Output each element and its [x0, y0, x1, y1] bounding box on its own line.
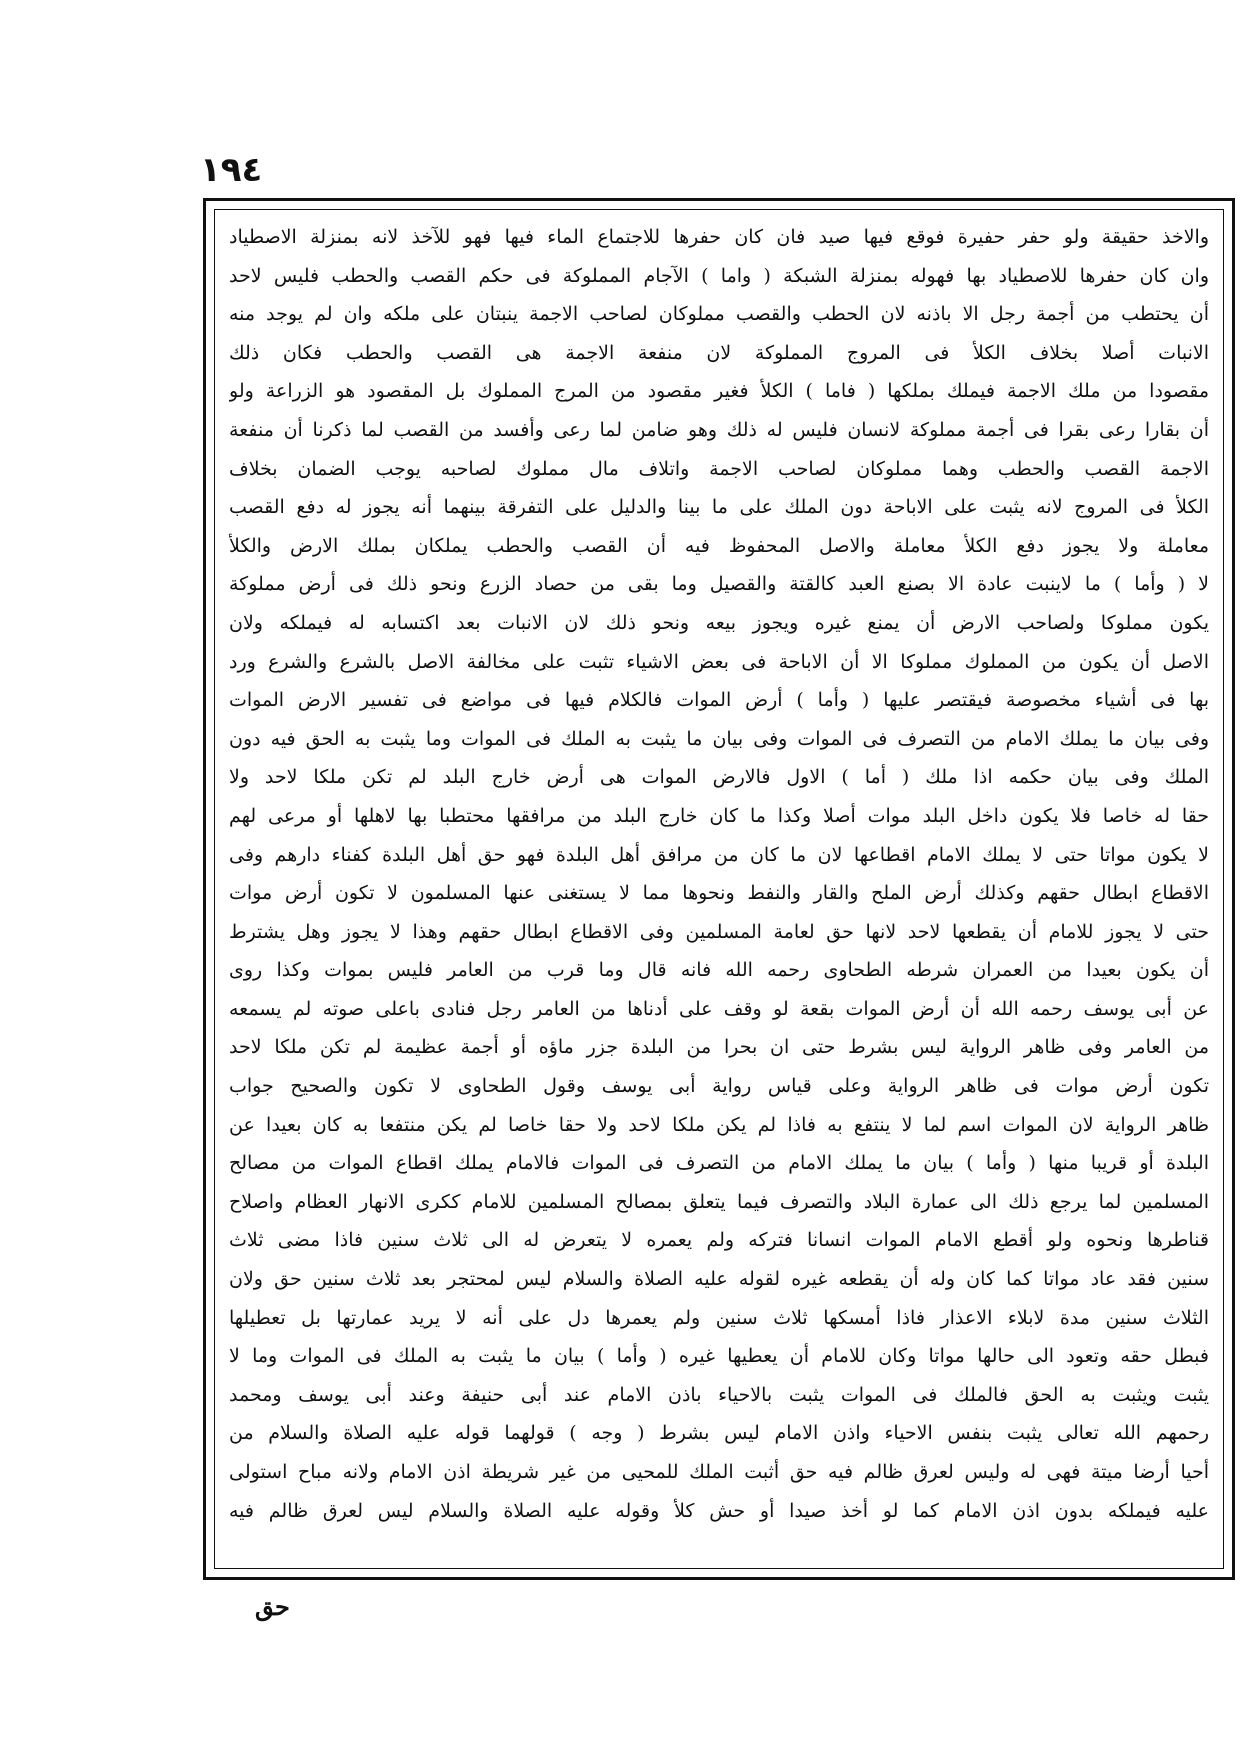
text-line: حتى لا يجوز للامام أن يقطعها لاحد لانها حق لعامة المسلمين وفى الاقطاع ابطال حقهم وهذا لا يجوز وهل يشترط: [229, 920, 1209, 943]
text-line: البلدة أو قريبا منها ( وأما ) بيان ما يملك الامام من التصرف فى الموات فالامام يملك اقطاع الموات من مصالح: [229, 1152, 1209, 1175]
text-line: يثبت ويثبت به الحق فالملك فى الموات يثبت بالاحياء باذن الامام عند أبى حنيفة وعند أبى يوسف ومحمد: [229, 1383, 1209, 1406]
text-line: أن يحتطب من أجمة رجل الا باذنه لان الحطب والقصب مملوكان لصاحب الاجمة ينبتان على ملكه وان لم يوجد منه: [229, 303, 1209, 326]
text-line: وان كان حفرها للاصطياد بها فهوله بمنزلة الشبكة ( واما ) الآجام المملوكة فى حكم القصب والحطب فليس لاحد: [229, 264, 1209, 287]
text-line: بها فى أشياء مخصوصة فيقتصر عليها ( وأما ) أرض الموات فالكلام فيها فى مواضع فى تفسير الارض الموات: [229, 689, 1209, 712]
text-line: معاملة ولا يجوز دفع الكلأ معاملة والاصل المحفوظ فيه أن القصب والحطب يملكان بملك الارض والكلأ: [229, 534, 1209, 557]
text-line: والاخذ حقيقة ولو حفر حفيرة فوقع فيها صيد فان كان حفرها للاجتماع الماء فيها فهو للآخذ لانه بمنزلة الاصطياد: [229, 226, 1209, 248]
text-line: المسلمين لما يرجع ذلك الى عمارة البلاد والتصرف فيما يتعلق بمصالح المسلمين للامام ككرى الانهار العظام واصلاح: [229, 1190, 1209, 1213]
page-number: ١٩٤: [200, 150, 263, 190]
text-line: الاصل أن يكون من المملوك مملوكا الا أن الاباحة فى بعض الاشياء تثبت على مخالفة الاصل بالشرع والشرع ورد: [229, 650, 1209, 673]
text-line: لا ( وأما ) ما لاينبت عادة الا بصنع العبد كالقتة والقصيل وما بقى من حصاد الزرع ونحو ذلك فى أرض مملوكة: [229, 573, 1209, 596]
text-line: الاجمة القصب والحطب وهما مملوكان لصاحب الاجمة واتلاف مال مملوك لصاحبه يوجب الضمان بخلاف: [229, 457, 1209, 480]
text-line: قناطرها ونحوه ولو أقطع الامام الموات انسانا فتركه ولم يعمره لا يتعرض له الى ثلاث سنين فاذا مضى ثلاث: [229, 1229, 1209, 1252]
text-line: عليه فيملكه بدون اذن الامام كما لو أخذ صيدا أو حش كلأ وقوله عليه الصلاة والسلام ليس لعرق ظالم فيه: [229, 1499, 1209, 1522]
catchword: حق: [255, 1592, 290, 1621]
text-line: حقا له خاصا فلا يكون داخل البلد موات أصلا وكذا ما كان خارج البلد من مرافقها محتطبا بها لاهلها أو مرعى لهم: [229, 804, 1209, 827]
text-line: من العامر وفى ظاهر الرواية ليس بشرط حتى ان بحرا من البلدة جزر ماؤه أو أجمة عظيمة لم تكن ملكا لاحد: [229, 1036, 1209, 1059]
text-line: لا يكون مواتا حتى لا يملك الامام اقطاعها لان ما كان من مرافق أهل البلدة فهو حق أهل البلدة كفناء دارهم وفى: [229, 843, 1209, 866]
text-line: سنين فقد عاد مواتا كما كان وله أن يقطعه غيره لقوله عليه الصلاة والسلام ليس لمحتجر بعد ثلاث سنين حق ولان: [229, 1268, 1209, 1291]
text-line: أن يكون بعيدا من العمران شرطه الطحاوى رحمه الله فانه قال وما قرب من العامر فليس بموات وكذا روى: [229, 959, 1209, 982]
text-line: أحيا أرضا ميتة فهى له وليس لعرق ظالم فيه حق أثبت الملك للمحيى من غير شريطة اذن الامام ولانه مباح استولى: [229, 1461, 1209, 1483]
text-line: فبطل حقه وتعود الى حالها مواتا وكان للامام أن يعطيها غيره ( وأما ) بيان ما يثبت به الملك فى الموات وما لا: [229, 1345, 1209, 1368]
text-line: الاقطاع ابطال حقهم وكذلك أرض الملح والقار والنفط ونحوها مما لا يستغنى عنها المسلمون لا تكون أرض موات: [229, 882, 1209, 905]
text-line: الثلاث سنين مدة لابلاء الاعذار فاذا أمسكها ثلاث سنين ولم يعمرها دل على أنه لا يريد عمارتها بل تعطيلها: [229, 1306, 1209, 1329]
text-line: الملك وفى بيان حكمه اذا ملك ( أما ) الاول فالارض الموات هى أرض خارج البلد لم تكن ملكا لاحد ولا: [229, 766, 1209, 789]
text-line: يكون مملوكا ولصاحب الارض أن يمنع غيره ويجوز بيعه ونحو ذلك لان الانبات بعد اكتسابه له فيملكه ولان: [229, 611, 1209, 634]
text-line: أن بقارا رعى بقرا فى أجمة مملوكة لانسان فليس له ذلك وهو ضامن لما رعى وأفسد من القصب لما ذكرنا أن منفعة: [229, 418, 1209, 441]
text-line: عن أبى يوسف رحمه الله أن أرض الموات بقعة لو وقف على أدناها من العامر رجل فنادى باعلى صوته لم يسمعه: [229, 997, 1209, 1020]
body-text: [229, 218, 1209, 1530]
text-line: مقصودا من ملك الاجمة فيملك بملكها ( فاما ) الكلأ فغير مقصود من المرج المملوك بل المقصود هو الزراعة ولو: [229, 380, 1209, 403]
text-line: الانبات أصلا بخلاف الكلأ فى المروج المملوكة لان منفعة الاجمة هى القصب والحطب فكان ذلك: [229, 341, 1209, 364]
text-line: تكون أرض موات فى ظاهر الرواية وعلى قياس رواية أبى يوسف وقول الطحاوى لا تكون والصحيح جواب: [229, 1075, 1209, 1098]
text-line: وفى بيان ما يملك الامام من التصرف فى الموات وفى بيان ما يثبت به الملك فى الموات وما يثبت به الحق فيه دون: [229, 727, 1209, 750]
text-line: الكلأ فى المروج لانه يثبت على الاباحة دون الملك على ما بينا والدليل على التفرقة بينهما أنه يجوز له دفع القصب: [229, 496, 1209, 519]
text-frame-inner: [214, 209, 1224, 1569]
text-line: ظاهر الرواية لان الموات اسم لما لا ينتفع به فاذا لم يكن ملكا لاحد ولا حقا خاصا لم يكن منتفعا به كان بعيدا عن: [229, 1113, 1209, 1136]
text-frame: [203, 198, 1235, 1580]
text-line: رحمهم الله تعالى يثبت بنفس الاحياء واذن الامام ليس بشرط ( وجه ) قولهما قوله عليه الصلاة والسلام من: [229, 1422, 1209, 1445]
